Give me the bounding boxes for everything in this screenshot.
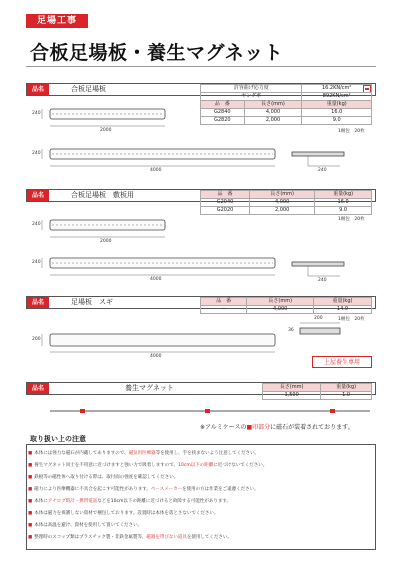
bullet-icon: ■ <box>28 523 33 528</box>
product-name: 合板足場板 <box>71 85 106 93</box>
col-header: 長さ(mm) <box>244 101 302 109</box>
magnet-mark <box>330 409 335 413</box>
list-item: ■ 本体は磁力を保護しない資材で梱包しております。設置時は本体を落とさないでください。 <box>28 511 219 516</box>
cell-code: G2840 <box>201 109 245 117</box>
magnet-mark <box>80 409 85 413</box>
dim-label-section: 240 <box>318 278 327 283</box>
cell-code: G2020 <box>201 207 250 215</box>
magnet-mark <box>205 409 210 413</box>
col-header: 重量(kg) <box>321 384 372 392</box>
cell-length: 2,000 <box>250 207 315 215</box>
cell-code: G2040 <box>201 199 250 207</box>
col-header: 重量(kg) <box>313 298 371 306</box>
dim-label-width: 240 <box>32 260 41 265</box>
magnet-note-suffix: に磁石が装着されております。 <box>270 424 354 431</box>
notice-badge: 上屋養生専用 <box>312 356 372 368</box>
cell-length: 2,000 <box>244 117 302 125</box>
dim-label-width: 240 <box>32 151 41 156</box>
pack-note: 1梱包 20枚 <box>338 317 365 322</box>
list-item: ■ 鉄板等の磁性体へ取り付ける際は、取付面の強度を確認してください。 <box>28 475 179 480</box>
magnet-note-prefix: ※アルミケースの <box>200 424 247 431</box>
cross-section-dim <box>308 266 340 276</box>
bullet-icon: ■ <box>28 487 33 492</box>
prop-value: 892KN/cm² <box>302 93 372 101</box>
cell-length: 4,000 <box>244 109 302 117</box>
dim-label-width: 200 <box>32 337 41 342</box>
product-label: 品名 <box>27 84 49 95</box>
handling-list <box>28 448 374 544</box>
dim-label-section: 240 <box>318 168 327 173</box>
product-label: 品名 <box>27 383 49 394</box>
cross-section-dim <box>308 156 340 166</box>
cell-weight: 14.0 <box>313 306 371 314</box>
dim-label-long: 4000 <box>150 168 162 173</box>
dim-label-width: 240 <box>32 111 41 116</box>
col-header: 長さ(mm) <box>263 384 321 392</box>
prop-label: 許容曲げ応力度 <box>201 85 302 93</box>
col-header: 長さ(mm) <box>247 298 314 306</box>
col-header: 品 番 <box>201 191 250 199</box>
list-item: ■ 磁力により医療機器に不具合を起こす可能性があります。ペースメーカーを使用の方は作業をご遠慮ください。 <box>28 487 259 492</box>
cross-section-outline <box>300 328 340 334</box>
pack-note: 1梱包 20枚 <box>338 129 365 134</box>
bullet-icon: ■ <box>28 463 33 468</box>
bullet-icon: ■ <box>28 499 33 504</box>
cell-weight: 1.0 <box>321 392 372 400</box>
board-short-outline <box>50 109 165 119</box>
dim-label-long: 4000 <box>150 277 162 282</box>
dim-label-section-height: 36 <box>288 328 294 333</box>
dim-label-section-width: 200 <box>314 316 323 321</box>
cell-weight: 9.0 <box>302 117 372 125</box>
bullet-icon: ■ <box>28 535 33 540</box>
list-item: ■ 養生マグネット同士を不用意に近づけますと強い力で吸着しますので、10cm以下の距離に近づけないでください。 <box>28 463 268 468</box>
cell-code: G2820 <box>201 117 245 125</box>
handling-title: 取り扱い上の注意 <box>30 435 86 443</box>
bullet-icon: ■ <box>28 511 33 516</box>
cell-length: 4,000 <box>250 199 315 207</box>
product-label: 品名 <box>27 190 49 201</box>
list-item: ■ 本体は高温を避け、資材を使用して置いてください。 <box>28 523 143 528</box>
cell-weight: 9.0 <box>315 207 372 215</box>
cross-section-outline <box>292 262 344 266</box>
magnet-note-highlight: ■印部分 <box>246 424 271 431</box>
pack-note: 1梱包 20枚 <box>338 217 365 222</box>
list-item: ■ 整理時のスコップ類はプラスチック製・非鉄金属製等、磁器を帯びない道具を使用してください。 <box>28 535 232 540</box>
board-short-outline <box>50 220 165 230</box>
dim-label-short: 2000 <box>100 239 112 244</box>
bullet-icon: ■ <box>28 451 33 456</box>
board-cedar-outline <box>50 334 275 346</box>
col-header: 重量(kg) <box>302 101 372 109</box>
cell-length: 1,500 <box>263 392 321 400</box>
prop-value: 16.2KN/cm² <box>302 85 372 93</box>
dim-label-width: 240 <box>32 222 41 227</box>
list-item: ■ 本体にアナログ時計・携帯電話などを10cm以下の距離に近づけると故障する可能性があります。 <box>28 499 231 504</box>
col-header: 品 番 <box>201 298 247 306</box>
dim-label-long: 4000 <box>150 354 162 359</box>
category-tag: 足場工事 <box>26 14 88 28</box>
cross-section-outline <box>292 152 344 156</box>
col-header: 品 番 <box>201 101 245 109</box>
cell-weight: 16.0 <box>315 199 372 207</box>
product-name: 足場板 スギ <box>71 298 113 306</box>
prop-label: ヤング率 <box>201 93 302 101</box>
page-title: 合板足場板・養生マグネット <box>30 42 284 64</box>
cell-weight: 16.0 <box>302 109 372 117</box>
product-label: 品名 <box>27 297 49 308</box>
col-header: 長さ(mm) <box>250 191 315 199</box>
product-name: 合板足場板 敷板用 <box>71 191 134 199</box>
cell-code: ー <box>201 306 247 314</box>
cell-length: 4,000 <box>247 306 314 314</box>
product-name: 養生マグネット <box>125 384 174 392</box>
col-header: 重量(kg) <box>315 191 372 199</box>
dim-label-short: 2000 <box>100 128 112 133</box>
list-item: ■ 本体には強力な磁石が内蔵してありますので、磁気用医療器等を使用し、手を挟まないよう注意してください。 <box>28 451 260 456</box>
bullet-icon: ■ <box>28 475 33 480</box>
